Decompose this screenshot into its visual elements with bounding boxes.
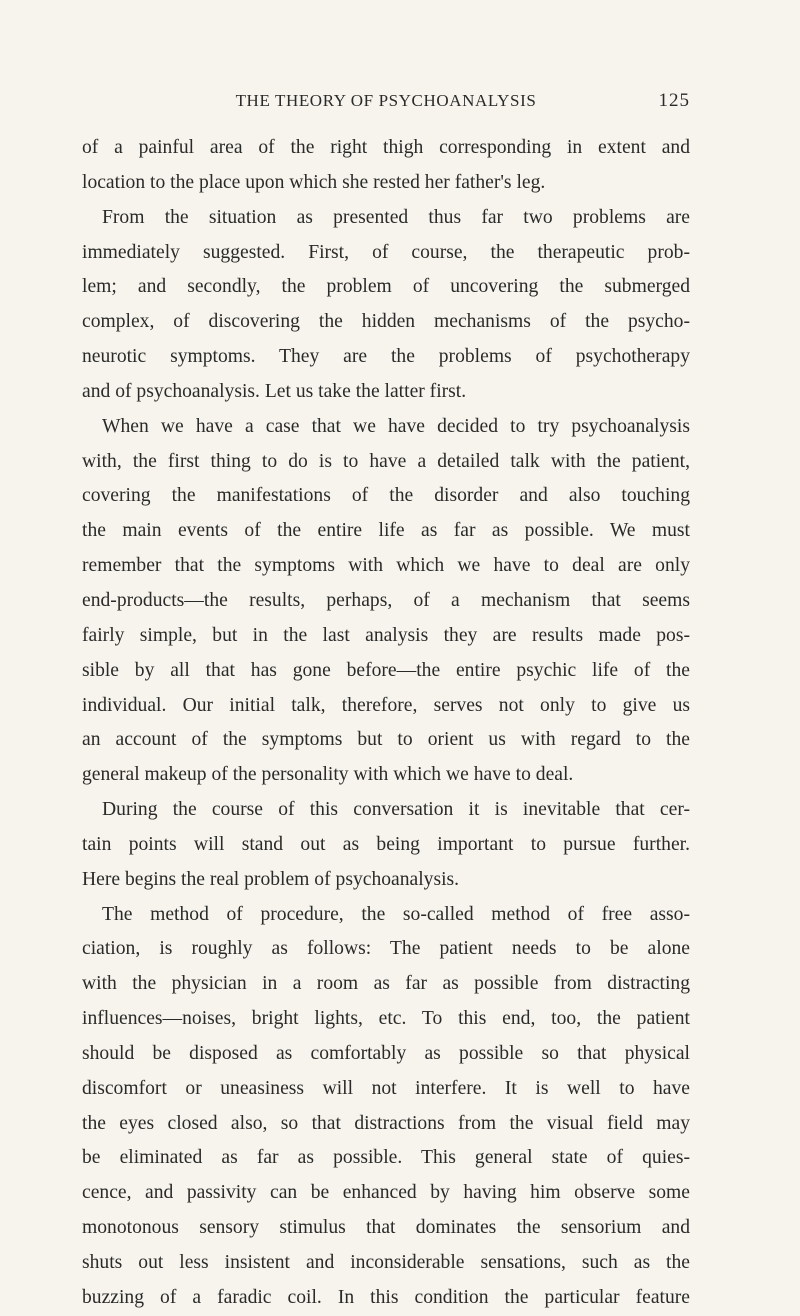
text-line: buzzing of a faradic coil. In this condition the particular feature (82, 1286, 690, 1308)
text-line: discomfort or uneasiness will not interfere. It is well to have (82, 1077, 690, 1099)
text-line: complex, of discovering the hidden mechanisms of the psycho- (82, 311, 690, 333)
text-line: covering the manifestations of the disorder and also touching (82, 485, 690, 507)
text-line: immediately suggested. First, of course, the therapeutic prob- (82, 241, 690, 263)
text-line: location to the place upon which she rested her father's leg. (82, 171, 546, 193)
text-line: and of psychoanalysis. Let us take the latter first. (82, 380, 467, 402)
text-line: ciation, is roughly as follows: The patient needs to be alone (82, 938, 690, 960)
text-line: lem; and secondly, the problem of uncovering the submerged (82, 276, 690, 298)
text-line: with the physician in a room as far as possible from distracting (82, 973, 690, 995)
paragraph-start-line: The method of procedure, the so-called method of free asso- (102, 903, 690, 925)
paragraph-start-line: During the course of this conversation it is inevitable that cer- (102, 799, 690, 821)
text-line: influences—noises, bright lights, etc. To this end, too, the patient (82, 1008, 690, 1030)
text-line: with, the first thing to do is to have a detailed talk with the patient, (82, 450, 690, 472)
paragraph-start-line: When we have a case that we have decided to try psychoanalysis (102, 415, 690, 437)
text-line: neurotic symptoms. They are the problems of psychotherapy (82, 346, 690, 368)
text-line: Here begins the real problem of psychoanalysis. (82, 868, 460, 890)
text-line: the main events of the entire life as far as possible. We must (82, 520, 690, 542)
text-line: an account of the symptoms but to orient us with regard to the (82, 729, 690, 751)
text-line: the eyes closed also, so that distractions from the visual field may (82, 1112, 690, 1134)
text-line: should be disposed as comfortably as possible so that physical (82, 1042, 690, 1064)
text-line: sible by all that has gone before—the entire psychic life of the (82, 659, 690, 681)
text-line: be eliminated as far as possible. This general state of quies- (82, 1147, 690, 1169)
paragraph-start-line: From the situation as presented thus far two problems are (102, 206, 690, 228)
text-line: cence, and passivity can be enhanced by having him observe some (82, 1182, 690, 1204)
body-text (82, 131, 690, 1316)
text-line: shuts out less insistent and inconsiderable sensations, such as the (82, 1252, 690, 1273)
text-line: individual. Our initial talk, therefore, serves not only to give us (82, 694, 690, 716)
text-line: general makeup of the personality with which we have to deal. (82, 764, 574, 786)
running-title: THE THEORY OF PSYCHOANALYSIS (235, 91, 537, 110)
page-number: 125 (658, 90, 690, 111)
text-line: remember that the symptoms with which we have to deal are only (82, 555, 690, 577)
text-line: of a painful area of the right thigh corresponding in extent and (82, 137, 690, 158)
text-line: end-products—the results, perhaps, of a mechanism that seems (82, 589, 690, 611)
text-line: tain points will stand out as being important to pursue further. (82, 833, 690, 855)
text-line: fairly simple, but in the last analysis they are results made pos- (82, 624, 690, 646)
running-head (82, 86, 690, 116)
text-line: monotonous sensory stimulus that dominates the sensorium and (82, 1217, 690, 1239)
